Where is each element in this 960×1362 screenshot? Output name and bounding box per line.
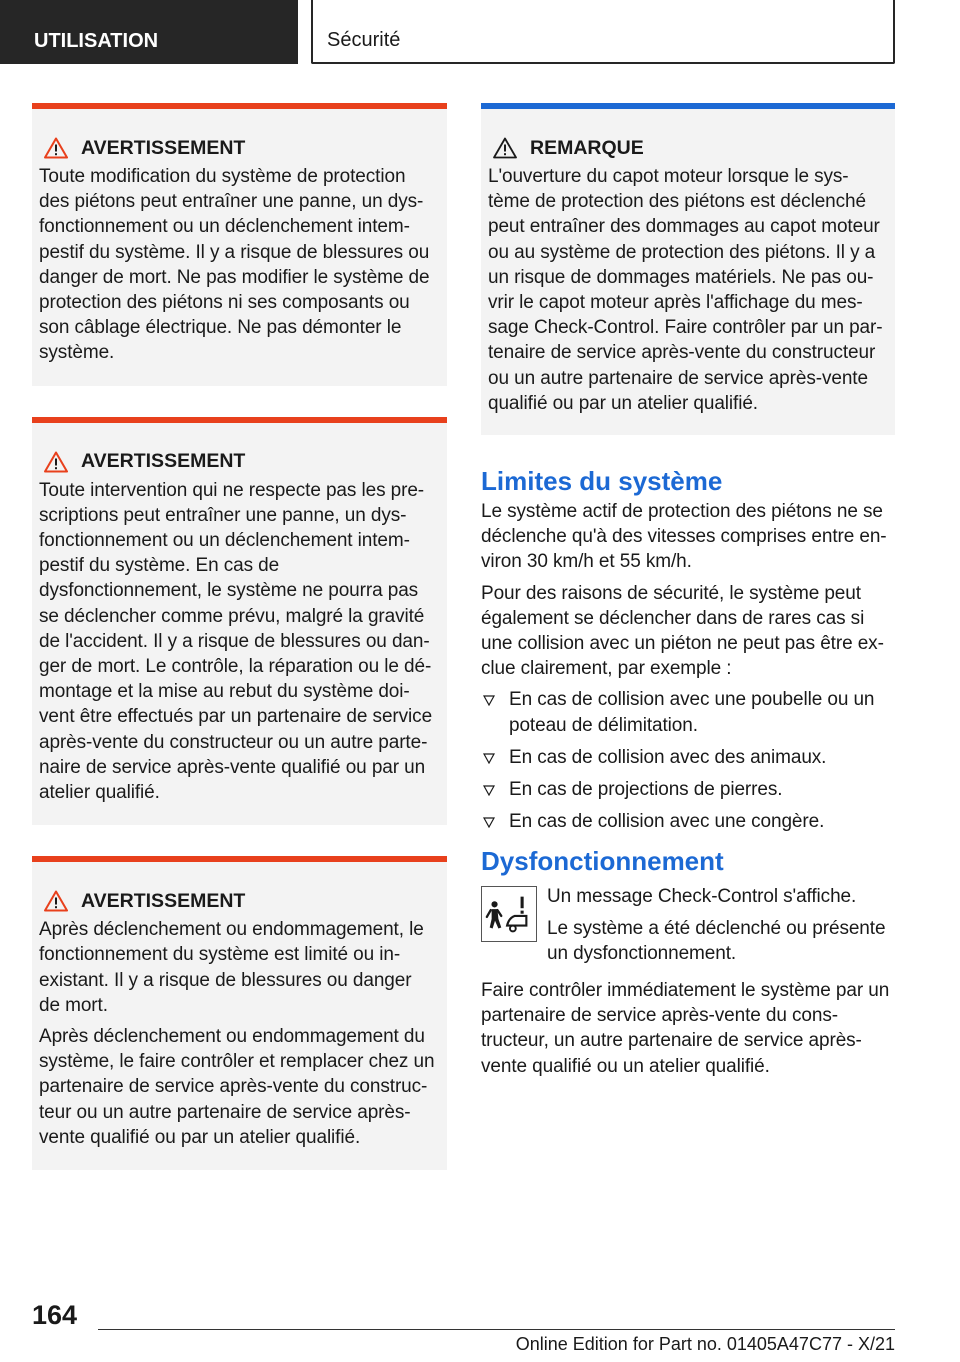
left-column <box>32 103 447 1201</box>
indicator-text: Le système a été déclenché ou présente un dysfonctionnement. <box>547 917 886 964</box>
warning-triangle-icon <box>44 890 68 912</box>
warning-title: AVERTISSEMENT <box>81 889 246 912</box>
section-tab: UTILISATION <box>0 0 298 64</box>
warning-title: AVERTISSEMENT <box>81 450 246 473</box>
warning-text: Toute intervention qui ne respecte pas les pre-scriptions peut entraîner une panne, un dys-fonctionnement ou un déclenchement intem-pestif du système. En cas de dysfonctionnement, le système ne pourra pas se déclencher comme prévu, malgré la gravité de l'accident. Il y a risque de blessures ou dan-ger de mort. Le contrôle, la réparation ou le dé-montage et la mise au rebut du système doi-vent être effectués par un partenaire de service après-vente du constructeur ou un autre parte-naire de service après-vente qualifié ou par un atelier qualifié. <box>39 479 433 804</box>
paragraph: Le système actif de protection des piétons ne se déclenche qu'à des vitesses comprises entre en-viron 30 km/h et 55 km/h. <box>481 501 887 573</box>
warning-text: Après déclenchement ou endommagement, le fonctionnement du système est limité ou in-existant. Il y a risque de blessures ou danger de mort. <box>39 919 424 1016</box>
pedestrian-protection-warning-icon <box>481 886 537 942</box>
bullet-triangle-icon <box>483 694 495 706</box>
section-heading-limits: Limites du système <box>481 466 723 497</box>
list-item: En cas de projections de pierres. <box>481 777 895 802</box>
warning-box-3 <box>32 856 447 1170</box>
warning-title: AVERTISSEMENT <box>81 136 246 159</box>
warning-box-2 <box>32 417 447 826</box>
warning-box-1 <box>32 103 447 386</box>
bullet-triangle-icon <box>483 752 495 764</box>
section-heading-malfunction: Dysfonctionnement <box>481 846 724 877</box>
note-text: L'ouverture du capot moteur lorsque le sys-tème de protection des piétons est déclenché peut entraîner des dommages au capot moteur ou au système de protection des piétons. Il y a un risque de dommages matériels. Ne pas ou-vrir le capot moteur après l'affichage du mes-sage Check-Control. Faire contrôler par un par-tenaire de service après-vente du constructeur ou un autre partenaire de service après-vente qualifié ou par un atelier qualifié. <box>488 166 883 414</box>
bullet-list <box>481 687 895 834</box>
list-item: En cas de collision avec une congère. <box>481 809 895 834</box>
footer-edition: Online Edition for Part no. 01405A47C77 - X/21 <box>515 1334 895 1354</box>
bullet-triangle-icon <box>483 784 495 796</box>
paragraph: Pour des raisons de sécurité, le système peut également se déclencher dans de rares cas si une collision avec un piéton ne peut pas être ex-clue clairement, par exemple : <box>481 582 884 680</box>
chapter-title: Sécurité <box>311 0 895 64</box>
bullet-triangle-icon <box>483 816 495 828</box>
note-box <box>481 103 895 435</box>
note-title: REMARQUE <box>530 136 644 159</box>
warning-text: Toute modification du système de protection des piétons peut entraîner une panne, un dys-fonctionnement ou un déclenchement intem-pestif du système. Il y a risque de blessures ou danger de mort. Ne pas modifier le système de protection des piétons ni ses composants ou son câblage électrique. Ne pas démonter le système. <box>39 166 430 364</box>
warning-triangle-icon <box>44 451 68 473</box>
list-item: En cas de collision avec une poubelle ou un poteau de délimitation. <box>481 687 895 737</box>
footer-divider <box>98 1329 895 1330</box>
paragraph: Faire contrôler immédiatement le système par un partenaire de service après-vente du cons-tructeur, un autre partenaire de service après-vente qualifié ou un atelier qualifié. <box>481 980 890 1077</box>
notice-triangle-icon <box>493 137 517 159</box>
indicator-text: Un message Check-Control s'affiche. <box>547 886 857 908</box>
warning-triangle-icon <box>44 137 68 159</box>
warning-text: Après déclenchement ou endommagement du système, le faire contrôler et remplacer chez un partenaire de service après-vente du construc-teur ou un autre partenaire de service après-vente qualifié ou par un atelier qualifié. <box>39 1026 435 1148</box>
right-column <box>481 103 895 1085</box>
page-number: 164 <box>32 1300 78 1330</box>
list-item: En cas de collision avec des animaux. <box>481 745 895 770</box>
malfunction-indicator <box>481 884 895 972</box>
